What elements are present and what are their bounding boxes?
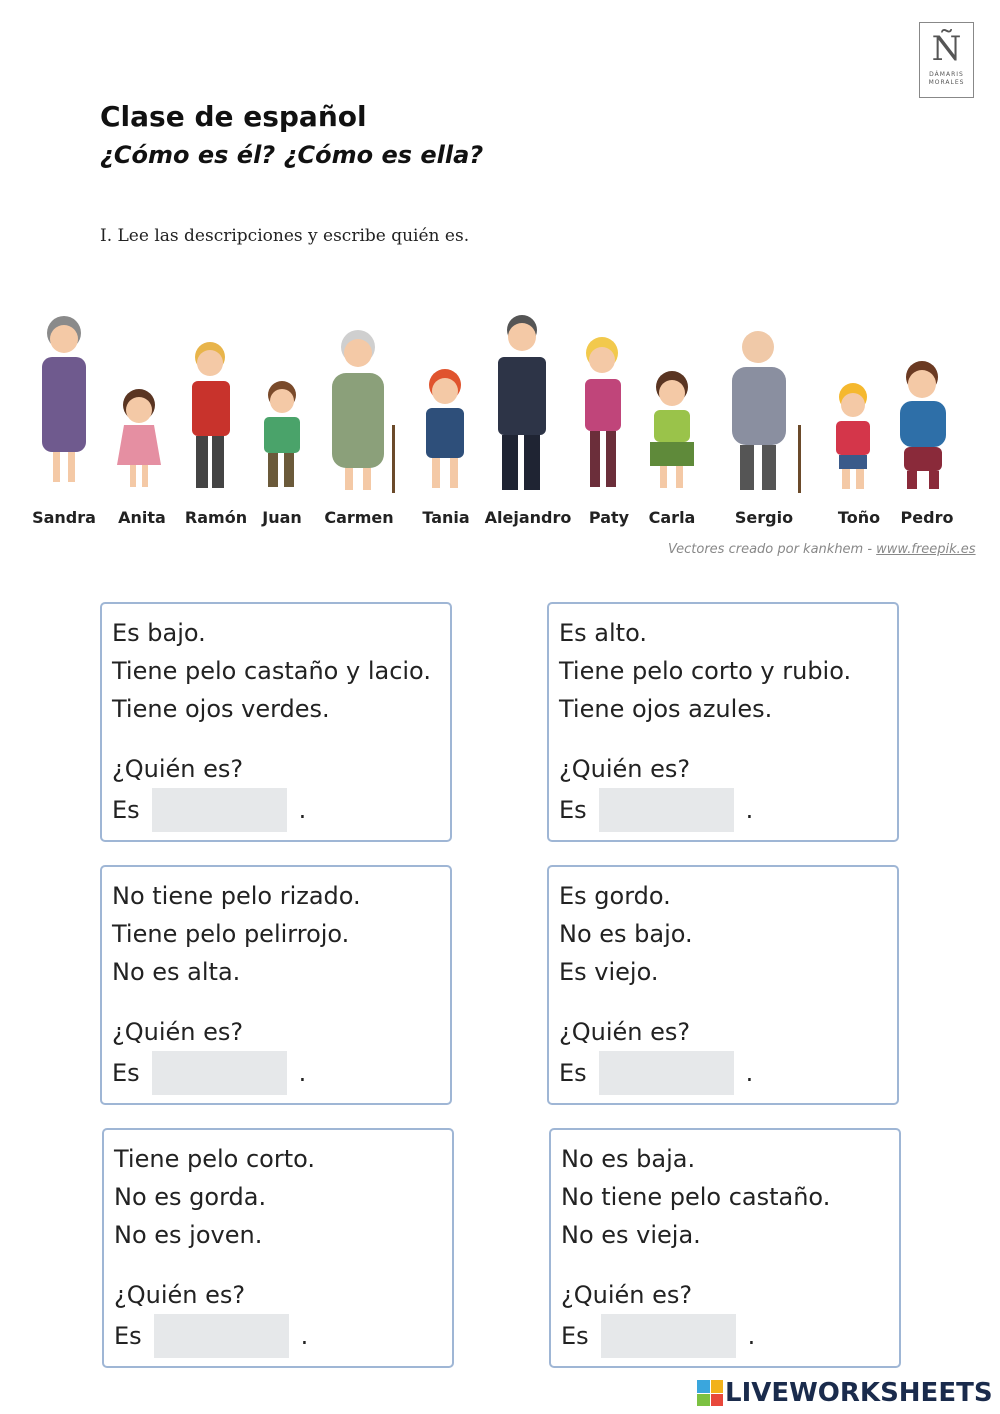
answer-suffix: . [300,1322,309,1350]
answer-input[interactable] [601,1314,736,1358]
description-line: Es bajo. [112,619,206,647]
person-name-anita: Anita [118,508,166,527]
description-line: Tiene ojos azules. [559,695,773,723]
logo-line-1: DÁMARIS [929,71,964,78]
description-line: No es joven. [114,1221,263,1249]
question-label: ¿Quién es? [112,1018,244,1046]
figure-carmen [332,330,395,493]
page-subtitle: ¿Cómo es él? ¿Cómo es ella? [100,141,484,169]
description-line: No es vieja. [561,1221,701,1249]
description-line: No es alta. [112,958,241,986]
description-box-4 [547,865,899,1105]
answer-suffix: . [747,1322,756,1350]
person-name-ramon: Ramón [184,508,248,527]
answer-prefix: Es [559,1059,587,1087]
description-line: Tiene ojos verdes. [112,695,330,723]
author-logo [919,22,974,98]
answer-input[interactable] [154,1314,289,1358]
people-illustration [20,305,980,505]
question-label: ¿Quién es? [559,755,691,783]
figure-tania [426,369,464,488]
description-box-2 [547,602,899,842]
person-name-tania: Tania [422,508,470,527]
description-box-5 [102,1128,454,1368]
answer-prefix: Es [112,796,140,824]
answer-suffix: . [298,796,307,824]
question-label: ¿Quién es? [561,1281,693,1309]
description-line: Es viejo. [559,958,659,986]
credit-text: Vectores creado por kankhem - [668,542,877,557]
logo-line-2: MORALES [928,79,965,86]
person-name-sergio: Sergio [734,508,794,527]
answer-input[interactable] [599,1051,734,1095]
person-name-paty: Paty [588,508,630,527]
figure-sergio [732,331,801,493]
person-name-carmen: Carmen [324,508,394,527]
figure-anita [117,389,161,487]
answer-prefix: Es [559,796,587,824]
answer-input[interactable] [152,788,287,832]
answer-prefix: Es [112,1059,140,1087]
description-line: No tiene pelo rizado. [112,882,361,910]
answer-prefix: Es [561,1322,589,1350]
page-title: Clase de español [100,100,367,133]
person-name-pedro: Pedro [900,508,954,527]
image-credit [668,542,976,557]
description-line: Tiene pelo castaño y lacio. [112,657,431,685]
description-box-1 [100,602,452,842]
figure-juan [264,381,300,487]
description-line: No es bajo. [559,920,693,948]
question-label: ¿Quién es? [559,1018,691,1046]
description-box-3 [100,865,452,1105]
figure-tono [836,383,870,489]
figure-carla [650,371,694,488]
question-label: ¿Quién es? [112,755,244,783]
liveworksheets-logo [697,1378,993,1408]
instruction-text: I. Lee las descripciones y escribe quién es. [100,226,470,246]
figure-ramon [192,342,230,488]
figure-sandra [42,316,86,482]
description-line: Es gordo. [559,882,671,910]
person-name-carla: Carla [648,508,696,527]
person-name-juan: Juan [262,508,302,527]
answer-suffix: . [745,796,754,824]
brand-text: LIVEWORKSHEETS [725,1378,993,1408]
answer-input[interactable] [152,1051,287,1095]
person-name-tono: Toño [837,508,881,527]
person-name-alejandro: Alejandro [484,508,572,527]
credit-link[interactable]: www.freepik.es [876,542,976,557]
figure-paty [585,337,621,487]
liveworksheets-icon [697,1380,723,1406]
description-line: Tiene pelo corto. [114,1145,315,1173]
description-line: No tiene pelo castaño. [561,1183,831,1211]
description-box-6 [549,1128,901,1368]
description-line: Tiene pelo corto y rubio. [559,657,852,685]
figure-pedro [900,361,946,489]
description-line: No es baja. [561,1145,696,1173]
description-line: Es alto. [559,619,647,647]
question-label: ¿Quién es? [114,1281,246,1309]
description-line: No es gorda. [114,1183,267,1211]
answer-prefix: Es [114,1322,142,1350]
description-line: Tiene pelo pelirrojo. [112,920,350,948]
logo-letter: Ñ [931,29,962,69]
answer-suffix: . [745,1059,754,1087]
person-name-sandra: Sandra [32,508,96,527]
people-figures-svg [20,305,980,505]
answer-suffix: . [298,1059,307,1087]
answer-input[interactable] [599,788,734,832]
figure-alejandro [498,315,546,490]
